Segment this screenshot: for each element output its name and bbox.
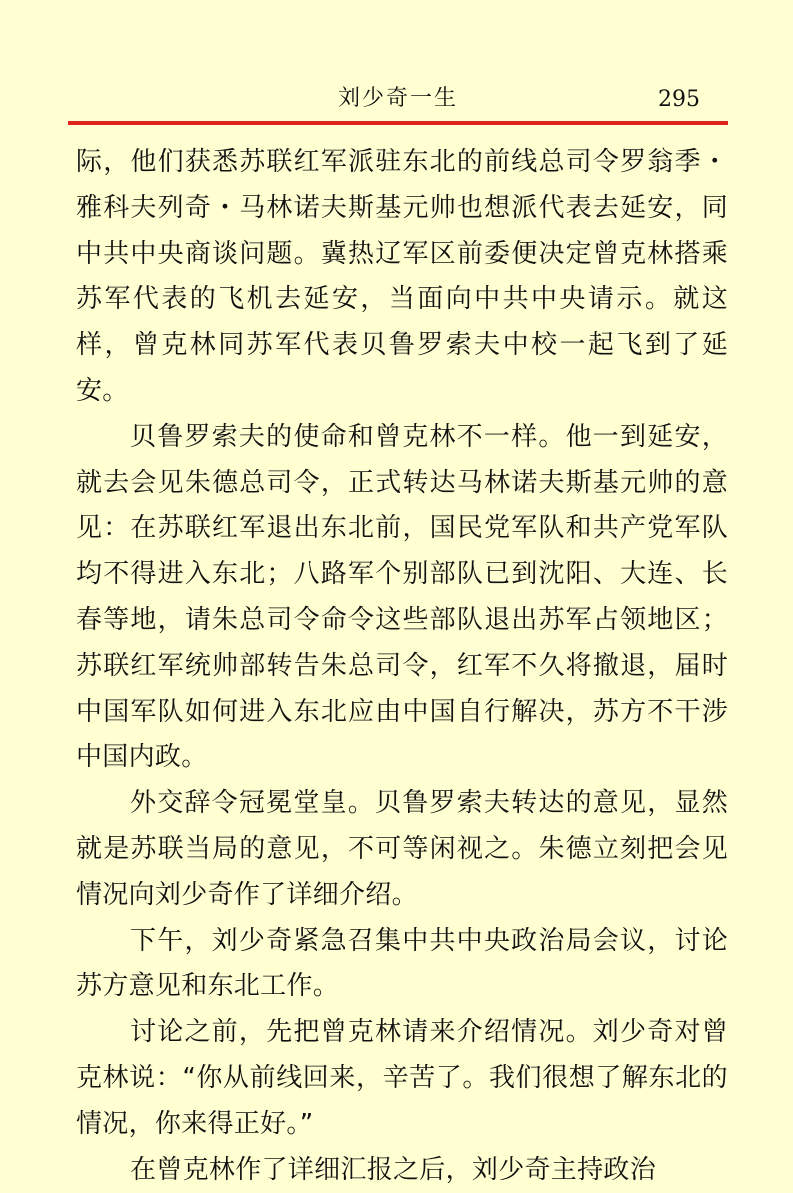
paragraph: 讨论之前，先把曾克林请来介绍情况。刘少奇对曾克林说：“你从前线回来，辛苦了。我们很想了解东北的情况，你来得正好。” [76,1017,728,1139]
book-title: 刘少奇一生 [338,86,459,111]
running-header [68,84,728,120]
page-number: 295 [658,87,700,112]
paragraph: 在曾克林作了详细汇报之后，刘少奇主持政治 [130,1154,657,1185]
paragraph: 下午，刘少奇紧急召集中共中央政治局会议，讨论苏方意见和东北工作。 [76,925,728,1002]
paragraph: 际，他们获悉苏联红军派驻东北的前线总司令罗翁季・雅科夫列奇・马林诺夫斯基元帅也想派代表去延安，同中共中央商谈问题。冀热辽军区前委便决定曾克林搭乘苏军代表的飞机去延安，当面向中共中央请示。就这样，曾克林同苏军代表贝鲁罗索夫中校一起飞到了延安。 [76,147,728,406]
body-text [76,140,728,1193]
paragraph: 贝鲁罗索夫的使命和曾克林不一样。他一到延安，就去会见朱德总司令，正式转达马林诺夫斯基元帅的意见：在苏联红军退出东北前，国民党军队和共产党军队均不得进入东北；八路军个别部队已到沈阳、大连、长春等地，请朱总司令命令这些部队退出苏军占领地区；苏联红军统帅部转告朱总司令，红军不久将撤退，届时中国军队如何进入东北应由中国自行解决，苏方不干涉中国内政。 [76,421,728,773]
header-rule [68,121,728,125]
paragraph: 外交辞令冠冕堂皇。贝鲁罗索夫转达的意见，显然就是苏联当局的意见，不可等闲视之。朱德立刻把会见情况向刘少奇作了详细介绍。 [76,788,728,910]
